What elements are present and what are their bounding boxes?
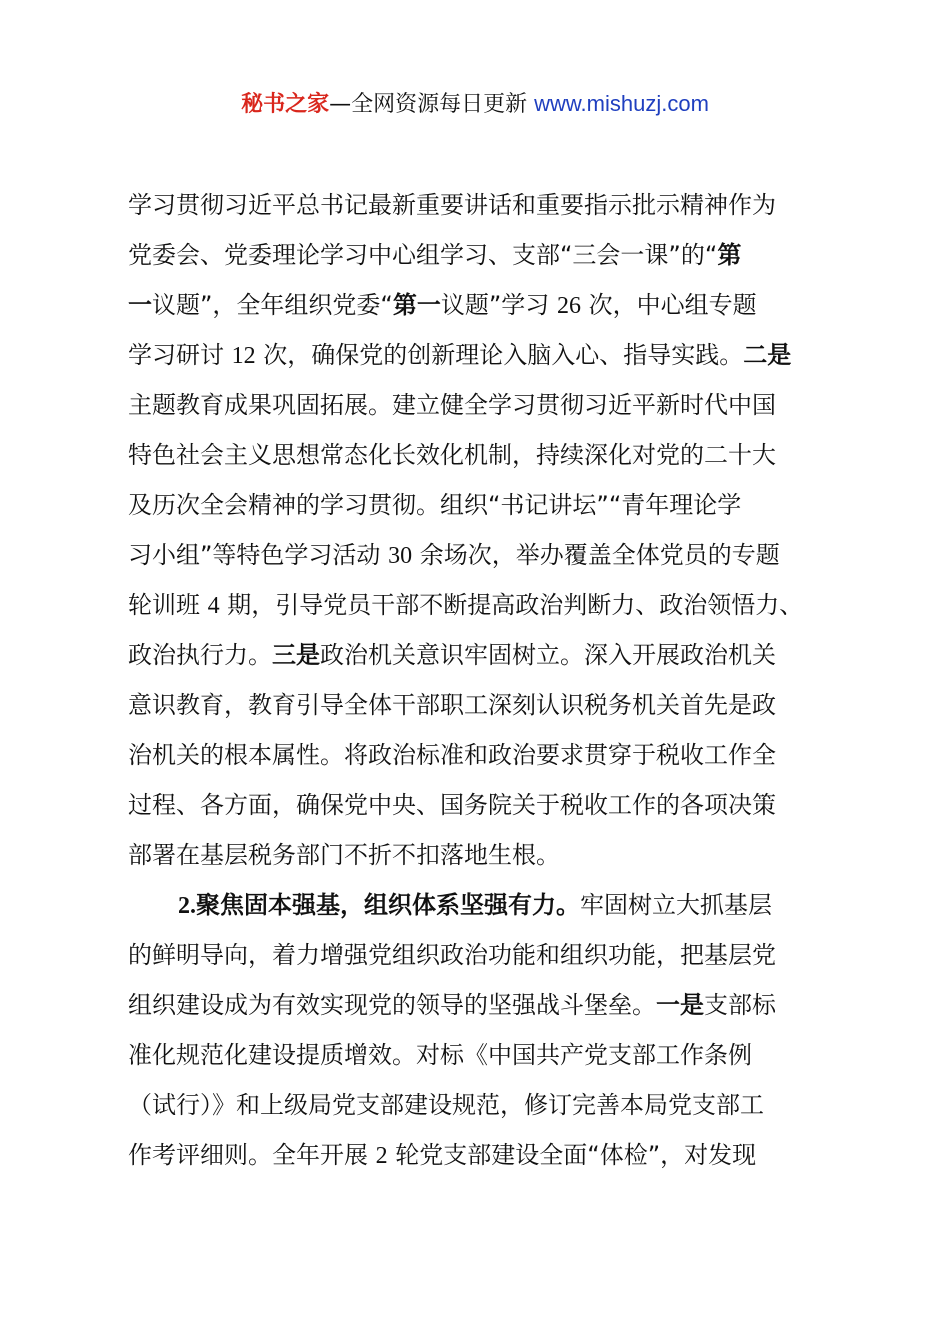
text-line (128, 1080, 838, 1130)
text-line (128, 580, 838, 630)
text-run: 意识教育，教育引导全体干部职工深刻认识税务机关首先是政 (128, 691, 776, 719)
text-line (128, 180, 838, 230)
text-line (128, 280, 838, 330)
text-run: 治机关的根本属性。将政治标准和政治要求贯穿于税收工作全 (128, 741, 776, 769)
bold-text: 第一 (392, 291, 441, 319)
section-number: 2. (178, 893, 196, 919)
text-line (128, 630, 838, 680)
text-run: 次，确保党的创新理论入脑入心、指导实践。 (255, 341, 744, 369)
text-run: 轮党支部建设全面“体检”，对发现 (387, 1141, 757, 1169)
text-line (128, 530, 838, 580)
text-run: 及历次全会精神的学习贯彻。组织“书记讲坛”“青年理论学 (128, 491, 742, 519)
bold-text: 二是 (743, 341, 792, 369)
bold-text: 一 (128, 291, 152, 319)
number-text: 4 (207, 593, 220, 619)
section-heading: 聚焦固本强基，组织体系坚强有力。 (196, 891, 580, 919)
text-run: 次，中心组专题 (580, 291, 757, 319)
text-run: 政治执行力。 (128, 641, 272, 669)
text-run: 作考评细则。全年开展 (128, 1141, 376, 1169)
text-run: 支部标 (704, 991, 776, 1019)
text-line (128, 1030, 838, 1080)
text-run: 议题”学习 (440, 291, 557, 319)
page-header (0, 88, 950, 121)
number-text: 26 (556, 293, 581, 319)
text-run: 余场次，举办覆盖全体党员的专题 (412, 541, 780, 569)
text-run: 学习研讨 (128, 341, 232, 369)
text-run: 主题教育成果巩固拓展。建立健全学习贯彻习近平新时代中国 (128, 391, 776, 419)
brand-name: 秘书之家 (241, 92, 330, 117)
text-run: 过程、各方面，确保党中央、国务院关于税收工作的各项决策 (128, 791, 776, 819)
bold-text: 一是 (656, 991, 704, 1019)
text-line (128, 780, 838, 830)
text-run: 准化规范化建设提质增效。对标《中国共产党支部工作条例 (128, 1041, 752, 1069)
text-run: 牢固树立大抓基层 (580, 891, 772, 919)
site-url[interactable]: www.mishuzj.com (534, 91, 709, 116)
text-run: 党委会、党委理论学习中心组学习、支部“三会一课”的“ (128, 241, 718, 269)
text-line (128, 480, 838, 530)
text-run: 轮训班 (128, 591, 208, 619)
text-line (128, 730, 838, 780)
text-line (128, 380, 838, 430)
text-line (128, 680, 838, 730)
document-body (128, 180, 838, 1180)
text-line (128, 930, 838, 980)
text-line (128, 1130, 838, 1180)
text-line (128, 980, 838, 1030)
text-line (128, 330, 838, 380)
number-text: 12 (231, 343, 256, 369)
text-run: 特色社会主义思想常态化长效化机制，持续深化对党的二十大 (128, 441, 776, 469)
text-run: 的鲜明导向，着力增强党组织政治功能和组织功能，把基层党 (128, 941, 776, 969)
text-run: 部署在基层税务部门不折不扣落地生根。 (128, 841, 560, 869)
text-run: 学习贯彻习近平总书记最新重要讲话和重要指示批示精神作为 (128, 191, 776, 219)
text-run: （试行）》和上级局党支部建设规范，修订完善本局党支部工 (128, 1091, 764, 1119)
text-run: 政治机关意识牢固树立。深入开展政治机关 (320, 641, 776, 669)
text-run: 议题”，全年组织党委“ (152, 291, 393, 319)
number-text: 30 (388, 543, 413, 569)
text-run: 组织建设成为有效实现党的领导的坚强战斗堡垒。 (128, 991, 656, 1019)
bold-text: 三是 (272, 641, 320, 669)
bold-text: 第 (717, 241, 742, 269)
text-line (128, 880, 838, 930)
text-line (128, 230, 838, 280)
text-line (128, 830, 838, 880)
text-line (128, 430, 838, 480)
number-text: 2 (375, 1143, 388, 1169)
text-run: 期，引导党员干部不断提高政治判断力、政治领悟力、 (219, 591, 804, 619)
text-run: 习小组”等特色学习活动 (128, 541, 389, 569)
header-tagline: —全网资源每日更新 (329, 92, 535, 117)
